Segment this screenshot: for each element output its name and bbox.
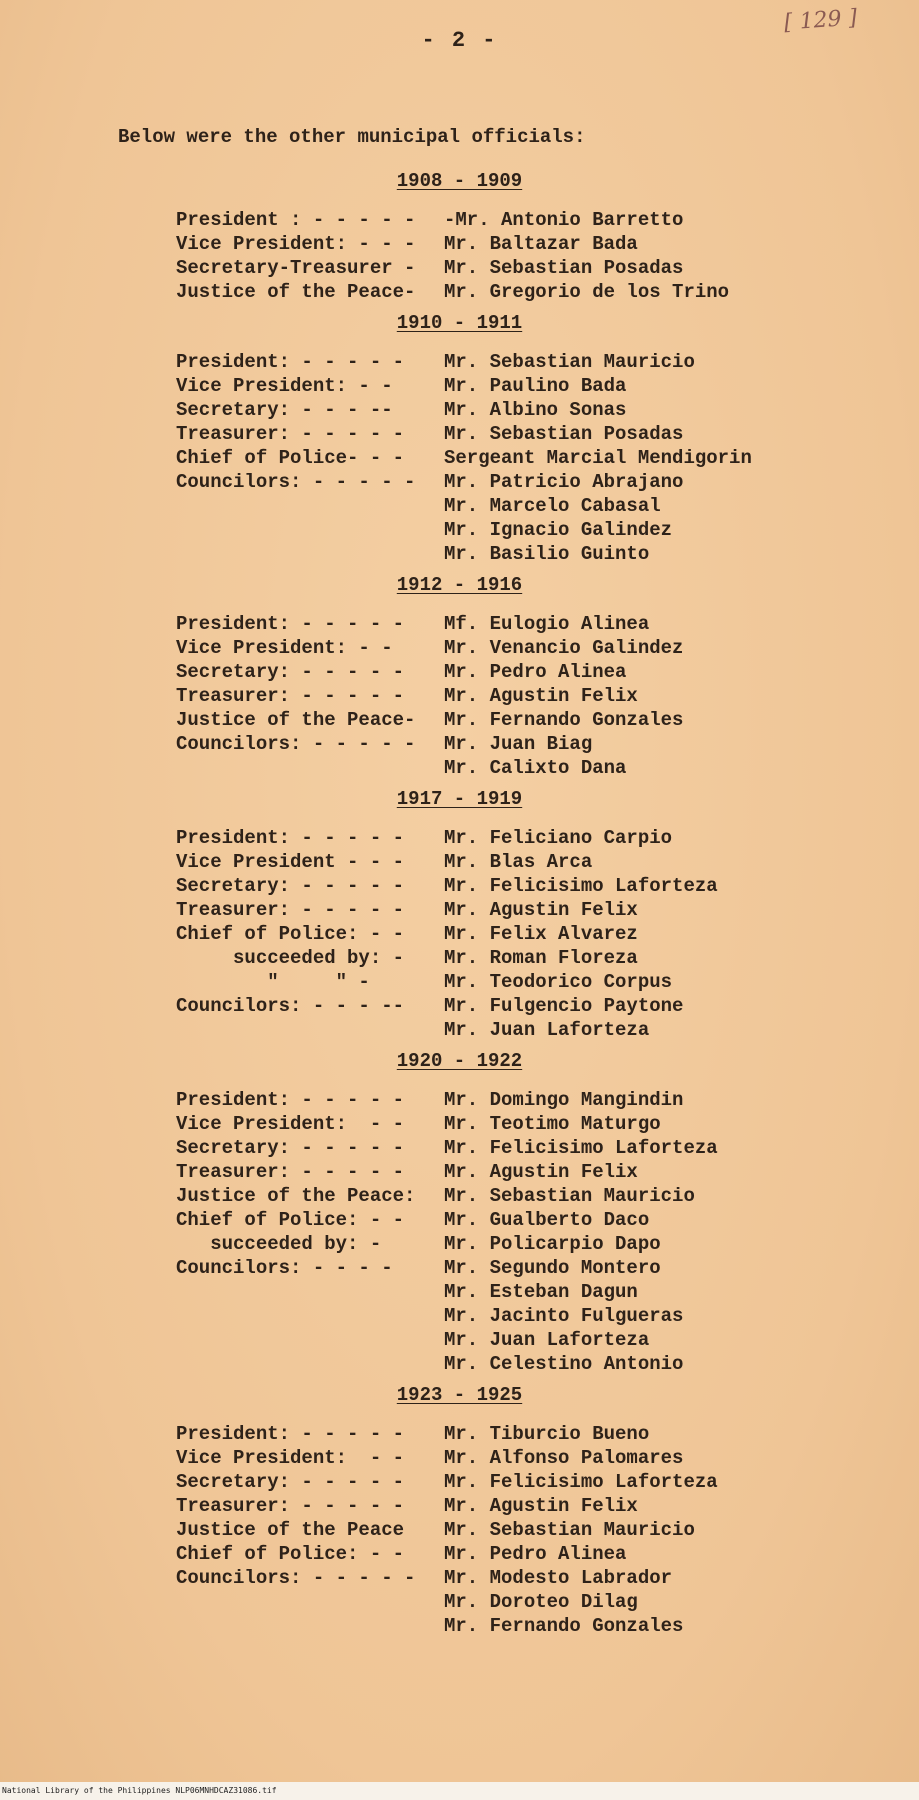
official-row	[0, 1304, 919, 1328]
official-row	[0, 1470, 919, 1494]
official-title: succeeded by: -	[176, 947, 405, 969]
official-name: Mr. Fulgencio Paytone	[444, 995, 684, 1017]
official-row	[0, 350, 919, 374]
official-name: Mr. Basilio Guinto	[444, 543, 650, 565]
official-row	[0, 1280, 919, 1304]
official-row	[0, 470, 919, 494]
official-name: Mr. Patricio Abrajano	[444, 471, 684, 493]
official-title: Secretary: - - - - -	[176, 1137, 405, 1159]
official-row	[0, 898, 919, 922]
term-section	[0, 1050, 919, 1376]
official-title: Councilors: - - - --	[176, 995, 405, 1017]
official-name: Mr. Celestino Antonio	[444, 1353, 684, 1375]
official-name: Mr. Baltazar Bada	[444, 233, 638, 255]
official-row	[0, 684, 919, 708]
official-title: Treasurer: - - - - -	[176, 1161, 405, 1183]
official-title: President: - - - - -	[176, 613, 405, 635]
term-section	[0, 312, 919, 566]
official-title: Chief of Police: - -	[176, 1543, 405, 1565]
official-title: President: - - - - -	[176, 351, 405, 373]
official-row	[0, 636, 919, 660]
official-title	[176, 1352, 434, 1376]
term-heading: 1920 - 1922	[396, 1050, 523, 1072]
official-title: Treasurer: - - - - -	[176, 1495, 405, 1517]
official-title: Chief of Police- - -	[176, 447, 405, 469]
official-name: Mr. Blas Arca	[444, 851, 593, 873]
official-name: Mr. Feliciano Carpio	[444, 827, 673, 849]
term-section	[0, 574, 919, 780]
term-heading: 1912 - 1916	[396, 574, 523, 596]
official-row	[0, 1232, 919, 1256]
official-title: Secretary-Treasurer -	[176, 257, 416, 279]
official-row	[0, 1518, 919, 1542]
page-number: - 2 -	[421, 28, 498, 53]
official-name: Mr. Sebastian Mauricio	[444, 351, 695, 373]
official-title: Justice of the Peace-	[176, 281, 416, 303]
official-name: Mr. Pedro Alinea	[444, 1543, 627, 1565]
official-title: Vice President: - -	[176, 375, 393, 397]
official-title: succeeded by: -	[176, 1233, 382, 1255]
official-row	[0, 1446, 919, 1470]
official-name: Mr. Esteban Dagun	[444, 1281, 638, 1303]
official-row	[0, 256, 919, 280]
official-title	[176, 1304, 434, 1328]
official-title	[176, 518, 434, 542]
official-row	[0, 612, 919, 636]
official-row	[0, 874, 919, 898]
official-row	[0, 946, 919, 970]
official-row	[0, 1256, 919, 1280]
official-row	[0, 970, 919, 994]
official-name: Mr. Agustin Felix	[444, 685, 638, 707]
official-title: Chief of Police: - -	[176, 923, 405, 945]
term-heading: 1910 - 1911	[396, 312, 523, 334]
official-name: Mr. Juan Laforteza	[444, 1019, 650, 1041]
official-row	[0, 1112, 919, 1136]
official-name: Mr. Felicisimo Laforteza	[444, 875, 718, 897]
term-heading: 1917 - 1919	[396, 788, 523, 810]
official-name: Mr. Policarpio Dapo	[444, 1233, 661, 1255]
official-row	[0, 446, 919, 470]
official-name: Mr. Gualberto Daco	[444, 1209, 650, 1231]
official-name: Mr. Segundo Montero	[444, 1257, 661, 1279]
official-name: Mr. Calixto Dana	[444, 757, 627, 779]
official-name: Mr. Tiburcio Bueno	[444, 1423, 650, 1445]
official-row	[0, 208, 919, 232]
official-title: Secretary: - - - - -	[176, 661, 405, 683]
official-title	[176, 1018, 434, 1042]
official-title: Vice President: - -	[176, 637, 393, 659]
official-title: President: - - - - -	[176, 827, 405, 849]
scan-footer: National Library of the Philippines NLP06MNHDCAZ31086.tif	[0, 1782, 919, 1800]
official-title	[176, 1590, 434, 1614]
official-name: Mr. Gregorio de los Trino	[444, 281, 730, 303]
official-name: Mr. Alfonso Palomares	[444, 1447, 684, 1469]
term-section	[0, 788, 919, 1042]
official-title: Vice President: - -	[176, 1113, 405, 1135]
official-name: Mr. Ignacio Galindez	[444, 519, 673, 541]
official-name: Mr. Domingo Mangindin	[444, 1089, 684, 1111]
official-title	[176, 1328, 434, 1352]
term-section	[0, 1384, 919, 1638]
official-title: Treasurer: - - - - -	[176, 423, 405, 445]
official-title: Justice of the Peace-	[176, 709, 416, 731]
official-name: Mr. Felicisimo Laforteza	[444, 1471, 718, 1493]
official-title: Secretary: - - - --	[176, 399, 393, 421]
official-title	[176, 494, 434, 518]
official-title: President: - - - - -	[176, 1089, 405, 1111]
official-row	[0, 850, 919, 874]
official-row	[0, 398, 919, 422]
official-name: Mr. Agustin Felix	[444, 899, 638, 921]
official-name: Mr. Teotimo Maturgo	[444, 1113, 661, 1135]
official-row	[0, 1614, 919, 1638]
official-name: Mr. Paulino Bada	[444, 375, 627, 397]
official-row	[0, 542, 919, 566]
official-name: Mr. Teodorico Corpus	[444, 971, 673, 993]
official-title: Treasurer: - - - - -	[176, 685, 405, 707]
official-row	[0, 1494, 919, 1518]
official-title: President: - - - - -	[176, 1423, 405, 1445]
official-title: Councilors: - - - - -	[176, 733, 416, 755]
official-name: Mr. Sebastian Mauricio	[444, 1185, 695, 1207]
official-title: Councilors: - - - -	[176, 1257, 393, 1279]
official-title: Vice President: - - -	[176, 233, 416, 255]
official-row	[0, 660, 919, 684]
official-title: Justice of the Peace	[176, 1519, 405, 1541]
official-row	[0, 1018, 919, 1042]
official-row	[0, 1590, 919, 1614]
official-title: Vice President - - -	[176, 851, 405, 873]
official-title	[176, 1614, 434, 1638]
official-row	[0, 280, 919, 304]
official-title: Vice President: - -	[176, 1447, 405, 1469]
official-row	[0, 494, 919, 518]
official-row	[0, 1136, 919, 1160]
official-name: Mr. Jacinto Fulgueras	[444, 1305, 684, 1327]
official-title: Treasurer: - - - - -	[176, 899, 405, 921]
official-title: Councilors: - - - - -	[176, 1567, 416, 1589]
archive-handwritten-mark: [ 129 ]	[783, 5, 858, 36]
term-heading: 1908 - 1909	[396, 170, 523, 192]
official-name: Mr. Fernando Gonzales	[444, 709, 684, 731]
official-title: " " -	[176, 971, 370, 993]
official-name: Mr. Sebastian Mauricio	[444, 1519, 695, 1541]
official-row	[0, 374, 919, 398]
term-section	[0, 170, 919, 304]
official-row	[0, 922, 919, 946]
official-name: Mr. Marcelo Cabasal	[444, 495, 661, 517]
official-name: Mr. Doroteo Dilag	[444, 1591, 638, 1613]
official-name: Mr. Roman Floreza	[444, 947, 638, 969]
official-title: Secretary: - - - - -	[176, 875, 405, 897]
official-row	[0, 422, 919, 446]
official-row	[0, 994, 919, 1018]
official-name: Mr. Venancio Galindez	[444, 637, 684, 659]
official-name: Mr. Agustin Felix	[444, 1161, 638, 1183]
official-title: Chief of Police: - -	[176, 1209, 405, 1231]
official-name: Mr. Felix Alvarez	[444, 923, 638, 945]
official-name: Mr. Sebastian Posadas	[444, 257, 684, 279]
official-title: Justice of the Peace:	[176, 1185, 416, 1207]
official-row	[0, 708, 919, 732]
official-row	[0, 1542, 919, 1566]
official-name: Mr. Juan Biag	[444, 733, 593, 755]
official-name: Sergeant Marcial Mendigorin	[444, 447, 752, 469]
official-row	[0, 1208, 919, 1232]
official-row	[0, 756, 919, 780]
official-name: Mr. Modesto Labrador	[444, 1567, 673, 1589]
official-title: Councilors: - - - - -	[176, 471, 416, 493]
official-name: Mr. Juan Laforteza	[444, 1329, 650, 1351]
term-heading: 1923 - 1925	[396, 1384, 523, 1406]
official-name: Mr. Agustin Felix	[444, 1495, 638, 1517]
official-row	[0, 518, 919, 542]
official-row	[0, 1160, 919, 1184]
official-row	[0, 1184, 919, 1208]
official-name: Mr. Sebastian Posadas	[444, 423, 684, 445]
intro-sentence: Below were the other municipal officials:	[118, 126, 586, 148]
official-row	[0, 1566, 919, 1590]
official-name: Mr. Albino Sonas	[444, 399, 627, 421]
official-row	[0, 1352, 919, 1376]
official-name: Mr. Pedro Alinea	[444, 661, 627, 683]
official-row	[0, 1328, 919, 1352]
official-name: Mf. Eulogio Alinea	[444, 613, 650, 635]
official-name: Mr. Felicisimo Laforteza	[444, 1137, 718, 1159]
official-name: -Mr. Antonio Barretto	[444, 209, 684, 231]
official-row	[0, 732, 919, 756]
official-title: Secretary: - - - - -	[176, 1471, 405, 1493]
official-title: President : - - - - -	[176, 209, 416, 231]
officials-list	[0, 170, 919, 1646]
official-title	[176, 542, 434, 566]
official-row	[0, 1088, 919, 1112]
official-row	[0, 826, 919, 850]
official-name: Mr. Fernando Gonzales	[444, 1615, 684, 1637]
official-row	[0, 1422, 919, 1446]
official-row	[0, 232, 919, 256]
official-title	[176, 1280, 434, 1304]
official-title	[176, 756, 434, 780]
